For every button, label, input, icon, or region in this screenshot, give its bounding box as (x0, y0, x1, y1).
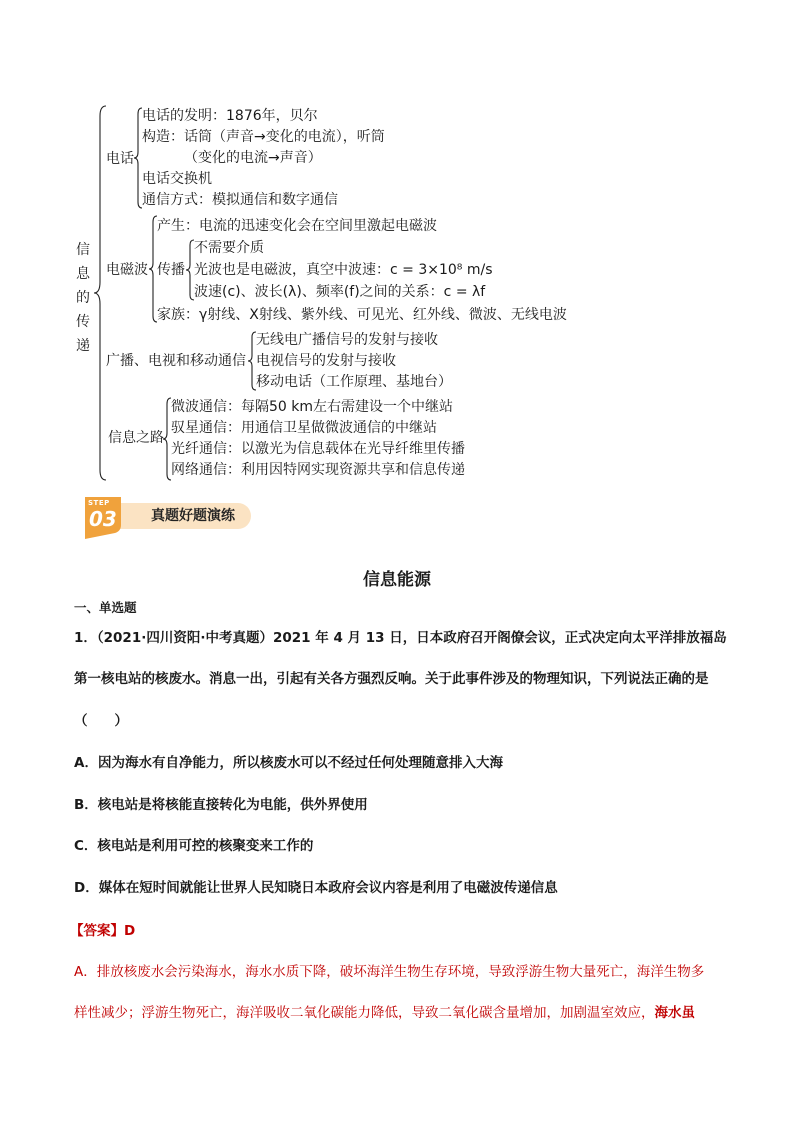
road-line: 微波通信：每隔50 km左右需建设一个中继站 (171, 399, 454, 415)
road-line: 驭星通信：用通信卫星做微波通信的中继站 (171, 420, 437, 436)
step-number: 03 (89, 507, 117, 531)
broadcast-label: 广播、电视和移动通信 (106, 353, 246, 369)
road-label: 信息之路 (108, 430, 164, 446)
step-label: 真题好题演练 (151, 508, 235, 524)
wave-produce: 产生：电流的迅速变化会在空间里激起电磁波 (157, 218, 437, 234)
spread-line: 波速(c)、波长(λ)、频率(f)之间的关系：c = λf (194, 284, 486, 300)
question-line: （ ） (74, 713, 128, 729)
step-pill (101, 503, 251, 529)
wave-label: 电磁波 (106, 262, 148, 278)
explanation-line (74, 1003, 695, 1023)
step-small-text: STEP (88, 499, 110, 507)
road-line: 网络通信：利用因特网实现资源共享和信息传递 (171, 462, 465, 478)
root-char: 传 (76, 314, 90, 330)
phone-line: （变化的电流→声音） (184, 150, 322, 166)
phone-line: 构造：话筒（声音→变化的电流），听筒 (142, 129, 385, 145)
question-line: 第一核电站的核废水。消息一出，引起有关各方强烈反响。关于此事件涉及的物理知识，下列说法正确的是 (74, 671, 709, 687)
explanation-text: 样性减少；浮游生物死亡，海洋吸收二氧化碳能力降低，导致二氧化碳含量增加，加剧温室效应， (74, 1005, 655, 1021)
question-line: 1．（2021·四川资阳·中考真题）2021 年 4 月 13 日，日本政府召开阁僚会议，正式决定向太平洋排放福岛 (74, 630, 727, 646)
option-c: C．核电站是利用可控的核聚变来工作的 (74, 838, 314, 854)
option-b: B．核电站是将核能直接转化为电能，供外界使用 (74, 797, 368, 813)
spread-line: 不需要介质 (194, 240, 264, 256)
phone-line: 电话交换机 (142, 171, 212, 187)
phone-line: 通信方式：模拟通信和数字通信 (142, 192, 338, 208)
part-heading: 一、单选题 (74, 600, 137, 615)
phone-line: 电话的发明：1876年，贝尔 (142, 108, 318, 124)
step-badge-icon (83, 497, 123, 537)
root-char: 息 (76, 266, 90, 282)
wave-spread-label: 传播 (157, 262, 185, 278)
root-char: 信 (76, 242, 90, 258)
road-line: 光纤通信：以激光为信息载体在光导纤维里传播 (171, 441, 465, 457)
wave-family: 家族：γ射线、X射线、紫外线、可见光、红外线、微波、无线电波 (157, 307, 567, 323)
mindmap-root-title (74, 238, 92, 358)
broadcast-line: 移动电话（工作原理、基地台） (256, 374, 452, 390)
option-d: D．媒体在短时间就能让世界人民知晓日本政府会议内容是利用了电磁波传递信息 (74, 880, 558, 896)
phone-label: 电话 (106, 151, 134, 167)
root-char: 递 (76, 338, 90, 354)
section-title: 信息能源 (363, 570, 431, 590)
answer-label: 【答案】D (70, 923, 136, 939)
step-banner (83, 497, 253, 539)
explanation-line: A．排放核废水会污染海水，海水水质下降，破坏海洋生物生存环境，导致浮游生物大量死亡，海洋生物多 (74, 964, 705, 980)
broadcast-line: 无线电广播信号的发射与接收 (256, 332, 438, 348)
broadcast-line: 电视信号的发射与接收 (256, 353, 396, 369)
option-a: A．因为海水有自净能力，所以核废水可以不经过任何处理随意排入大海 (74, 755, 503, 771)
root-char: 的 (76, 290, 90, 306)
spread-line: 光波也是电磁波，真空中波速：c = 3×10⁸ m/s (194, 262, 493, 278)
explanation-bold: 海水虽 (654, 1005, 695, 1021)
